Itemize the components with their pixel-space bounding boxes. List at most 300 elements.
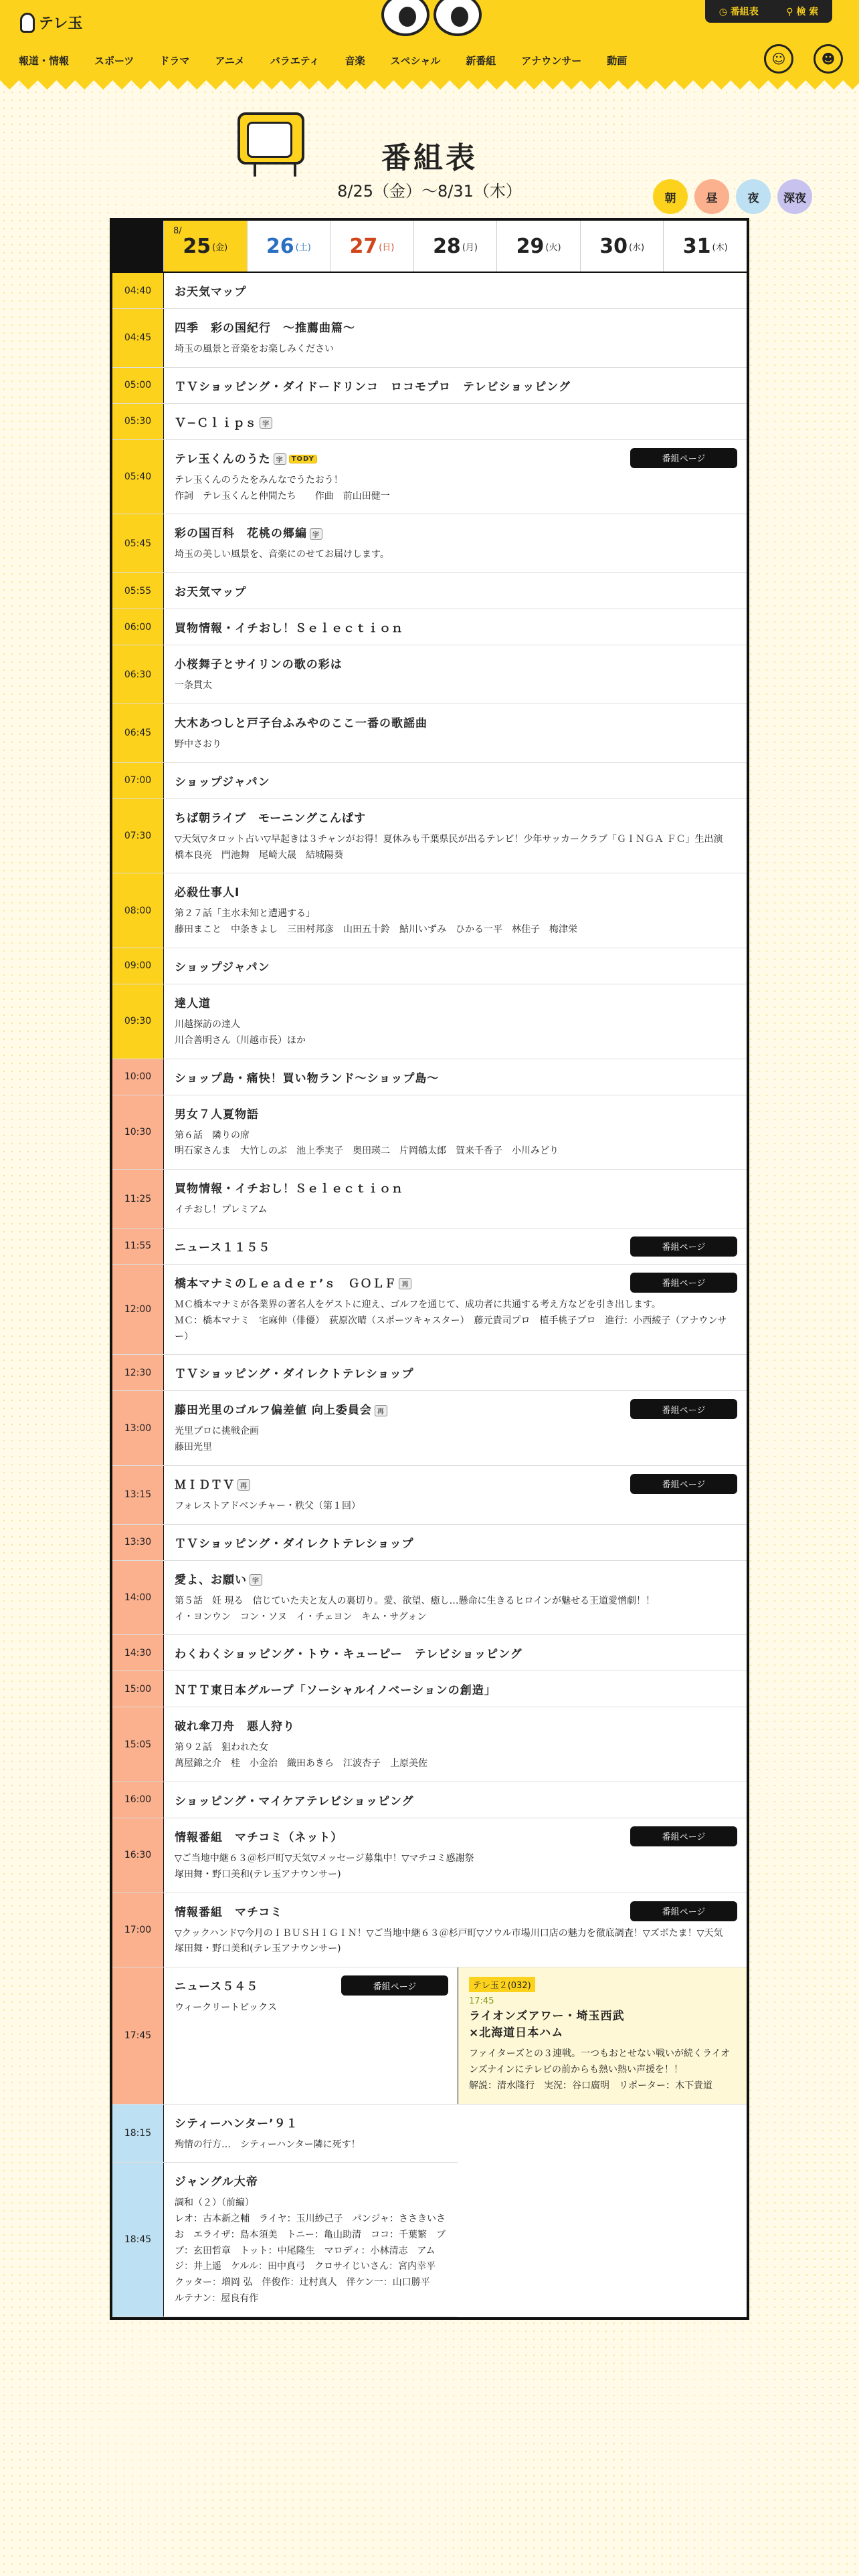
program-desc-line: 明石家さんま 大竹しのぶ 池上季実子 奥田瑛二 片岡鶴太郎 賀来千香子 小川みどり — [175, 1146, 559, 1157]
program-desc — [175, 1499, 736, 1515]
program-title-text: ニュース５４５ — [175, 1980, 259, 1994]
day-tab[interactable] — [496, 221, 580, 272]
program-title-text: Ｖ−Ｃｌｉｐｓ — [175, 416, 258, 430]
program-row — [112, 1228, 747, 1265]
nav-item[interactable]: 新番組 — [466, 55, 496, 67]
nav-item[interactable]: アニメ — [215, 55, 245, 67]
time-cell: 06:00 — [112, 609, 163, 645]
subchannel-cell[interactable] — [458, 1967, 747, 2103]
program-desc — [175, 2000, 447, 2016]
day-month: 8/ — [173, 226, 182, 236]
program-page-button[interactable]: 番組ページ — [630, 1273, 737, 1293]
corner-cell — [112, 221, 163, 272]
program-row — [112, 2163, 458, 2317]
program-tag: 再 — [399, 1278, 411, 1289]
program-page-button[interactable]: 番組ページ — [630, 1237, 737, 1257]
program-desc — [175, 1740, 736, 1772]
nav-item[interactable]: 報道・情報 — [19, 55, 70, 67]
time-cell: 13:15 — [112, 1466, 163, 1524]
program-cell[interactable] — [163, 1635, 747, 1671]
program-row — [112, 948, 747, 984]
schedule-button[interactable]: ◷ 番組表 — [719, 7, 759, 17]
program-cell[interactable] — [163, 368, 747, 403]
day-number: 31 — [682, 234, 711, 258]
program-title-text: ショッピング・マイケアテレビショッピング — [175, 1794, 414, 1808]
program-desc-line: レオ：古本新之輔 ライヤ：玉川紗己子 パンジャ：ささきいさお エライザ：島本須美 トニー：亀山助清 ココ：千葉繁 ブブ：玄田哲章 トット：中尾隆生 マロディ：小林清志 アムジ：井上遥 ケルル：田中真弓 クロサイじいさん：宮内幸平 クッター：増岡 弘 伴俊作：辻村真人 伴ケン一：山口勝平 ルテナン：屋良有作 — [175, 2214, 446, 2304]
program-title[interactable] — [175, 994, 736, 1010]
program-tag: 字 — [250, 1574, 262, 1586]
nav-item[interactable]: 動画 — [607, 55, 628, 67]
program-title-text: わくわくショッピング・トウ・キューピー テレビショッピング — [175, 1648, 522, 1662]
subchannel-desc — [469, 2046, 736, 2094]
program-title[interactable] — [175, 1570, 736, 1587]
right-eye-icon — [434, 0, 482, 36]
program-desc — [175, 906, 736, 938]
program-page-button[interactable]: 番組ページ — [630, 1399, 737, 1419]
program-title-text: 情報番組 マチコミ — [175, 1905, 283, 1919]
program-title[interactable] — [175, 809, 736, 825]
day-of-week: (水) — [628, 242, 645, 253]
program-cell[interactable] — [163, 514, 747, 572]
program-cell[interactable] — [163, 1170, 747, 1228]
program-desc — [175, 1851, 736, 1883]
program-cell[interactable] — [163, 609, 747, 645]
time-cell: 10:00 — [112, 1059, 163, 1095]
title-area — [0, 99, 859, 219]
program-title[interactable] — [175, 2172, 447, 2189]
program-row — [112, 2105, 458, 2163]
program-row — [112, 1893, 747, 1968]
subchannel-title — [469, 2006, 736, 2040]
site-header — [0, 0, 859, 80]
program-cell[interactable] — [163, 573, 747, 609]
time-cell: 09:00 — [112, 948, 163, 984]
program-title[interactable] — [175, 318, 736, 335]
program-desc — [175, 1594, 736, 1626]
program-title-text: 大木あつしと戸子台ふみやのここ一番の歌謡曲 — [175, 716, 427, 730]
date-range: 8/25（金）〜8/31（木） — [337, 182, 522, 201]
program-title[interactable] — [175, 582, 736, 599]
program-cell[interactable] — [163, 1391, 747, 1465]
program-title[interactable] — [175, 1105, 736, 1121]
program-row — [112, 309, 747, 368]
program-title[interactable] — [175, 655, 736, 671]
program-title[interactable] — [175, 619, 736, 635]
program-cell[interactable] — [163, 273, 747, 308]
program-row — [112, 404, 747, 440]
program-title-text: 藤田光里のゴルフ偏差値 向上委員会 — [175, 1404, 372, 1418]
program-title[interactable] — [175, 1792, 736, 1808]
program-title-text: お天気マップ — [175, 286, 247, 299]
program-cell[interactable] — [163, 1782, 747, 1818]
time-cell: 04:40 — [112, 273, 163, 308]
program-title-text: ＴＶショッピング・ダイレクトテレショップ — [175, 1368, 414, 1382]
day-of-week: (日) — [379, 242, 395, 253]
program-page-button[interactable]: 番組ページ — [630, 1474, 737, 1494]
program-row — [112, 1707, 747, 1782]
timeband-button[interactable]: 夜 — [736, 179, 771, 214]
program-row — [112, 1466, 747, 1525]
day-of-week: (火) — [545, 242, 561, 253]
program-row — [112, 1355, 747, 1391]
program-title[interactable] — [175, 1534, 736, 1551]
program-title[interactable] — [175, 883, 736, 899]
time-cell: 18:15 — [112, 2105, 163, 2163]
day-number: 27 — [349, 234, 378, 258]
program-cell[interactable] — [163, 309, 747, 367]
day-of-week: (土) — [295, 242, 311, 253]
time-cell: 05:45 — [112, 514, 163, 572]
subchannel-time: 17:45 — [469, 1996, 494, 2007]
program-row — [112, 1059, 747, 1095]
program-desc-line: 川越探訪の達人 — [175, 1018, 240, 1030]
program-cell[interactable] — [163, 404, 747, 439]
program-cell[interactable] — [163, 2163, 458, 2317]
nav-item[interactable]: アナウンサー — [521, 55, 582, 67]
program-row — [112, 1671, 747, 1707]
program-title[interactable] — [175, 413, 736, 430]
program-row — [112, 984, 747, 1059]
program-row — [112, 1782, 747, 1818]
left-eye-icon — [381, 0, 430, 36]
program-title[interactable] — [175, 1069, 736, 1085]
program-row — [112, 514, 747, 573]
nav-icons — [764, 44, 843, 74]
program-title-text: 達人道 — [175, 996, 211, 1010]
time-cell: 15:05 — [112, 1707, 163, 1782]
mascot-eyes — [381, 0, 482, 36]
program-title-text: テレ玉くんのうた — [175, 452, 271, 466]
program-desc-line: ▽クックハンド▽今月のＩＢＵＳＨＩＧＩＮ！▽ご当地中継６３＠杉戸町▽ソウル市場川口店の魅力を徹底調査！▽ズボたま！▽天気 — [175, 1927, 723, 1939]
program-cell[interactable] — [163, 948, 747, 984]
day-tab[interactable] — [330, 221, 413, 272]
day-of-week: (金) — [212, 242, 228, 253]
program-desc — [175, 1297, 736, 1345]
time-cell: 12:30 — [112, 1355, 163, 1390]
day-tab[interactable] — [663, 221, 747, 272]
program-cell[interactable] — [163, 1818, 747, 1893]
time-cell: 13:30 — [112, 1525, 163, 1560]
program-desc-line: 調和（２）（前編） — [175, 2197, 254, 2209]
subchannel-title-line: ×北海道日本ハム — [469, 2026, 564, 2040]
schedule-label: 番組表 — [730, 7, 759, 17]
search-button[interactable]: ⚲ 検 索 — [786, 7, 819, 17]
program-desc-line: 橋本良亮 門池舞 尾崎大晟 結城陽葵 — [175, 849, 343, 861]
time-cell: 08:00 — [112, 873, 163, 948]
day-tab[interactable] — [580, 221, 664, 272]
program-title[interactable] — [175, 1681, 736, 1697]
nav-item[interactable]: スポーツ — [94, 55, 134, 67]
subchannel-desc-line: ファイターズとの３連戦。一つもおとせない戦いが続くライオンズナインにテレビの前からも熱い熱い声援を！！ — [469, 2048, 731, 2075]
program-desc — [175, 342, 736, 358]
program-cell[interactable] — [163, 1228, 747, 1264]
program-tag: 字 — [274, 453, 286, 465]
page-title: 番組表 — [381, 141, 478, 175]
time-cell: 13:00 — [112, 1391, 163, 1465]
program-desc-line: 塚田舞・野口美和(テレ玉アナウンサー) — [175, 1868, 341, 1880]
program-cell[interactable] — [163, 1355, 747, 1390]
program-page-button[interactable]: 番組ページ — [630, 1826, 737, 1846]
program-title-text: 四季 彩の国紀行 〜推薦曲篇〜 — [175, 322, 355, 335]
day-number: 25 — [183, 234, 211, 258]
program-desc-line: 藤田まこと 中条きよし 三田村邦彦 山田五十鈴 鮎川いずみ ひかる一平 林佳子 梅津栄 — [175, 924, 577, 936]
time-cell: 09:30 — [112, 984, 163, 1059]
program-row — [112, 873, 747, 948]
program-cell[interactable] — [163, 1561, 747, 1635]
program-row — [112, 1818, 747, 1893]
program-row — [112, 1265, 747, 1355]
program-desc — [175, 737, 736, 753]
time-cell: 12:00 — [112, 1265, 163, 1354]
program-title-text: 橋本マナミのＬｅａｄｅｒ’ｓ ＧＯＬＦ — [175, 1277, 397, 1291]
character-icon[interactable]: ☻ — [814, 44, 843, 74]
program-cell[interactable] — [163, 1893, 747, 1967]
program-title-text: ジャングル大帝 — [175, 2175, 258, 2189]
program-title[interactable] — [175, 524, 736, 540]
program-row — [112, 1391, 747, 1466]
program-list — [112, 273, 747, 2317]
day-of-week: (木) — [712, 242, 728, 253]
program-cell[interactable] — [163, 1671, 747, 1707]
program-desc-line: イチおし！プレミアム — [175, 1204, 268, 1216]
program-title[interactable] — [175, 1179, 736, 1196]
time-cell: 05:40 — [112, 440, 163, 514]
day-number: 28 — [433, 234, 461, 258]
time-cell: 11:25 — [112, 1170, 163, 1228]
subchannel-title-line: ライオンズアワー・埼玉西武 — [469, 2010, 625, 2024]
program-cell[interactable] — [163, 440, 747, 514]
program-title[interactable] — [175, 377, 736, 394]
time-cell: 17:45 — [112, 1967, 163, 2103]
program-title-text: ショップジャパン — [175, 960, 270, 974]
program-desc — [175, 2137, 447, 2153]
program-title[interactable] — [175, 772, 736, 789]
time-cell: 07:00 — [112, 763, 163, 798]
time-cell: 10:30 — [112, 1095, 163, 1170]
program-cell[interactable] — [163, 1707, 747, 1782]
site-logo[interactable] — [20, 12, 83, 33]
program-title[interactable] — [175, 714, 736, 730]
day-number: 29 — [516, 234, 545, 258]
program-desc-line: 野中さおり — [175, 738, 221, 750]
program-desc-line: 埼玉の風景と音楽をお楽しみください — [175, 344, 334, 354]
program-desc — [175, 2195, 447, 2307]
program-cell[interactable] — [163, 1265, 747, 1354]
program-desc-line: テレ玉くんのうたをみんなでうたおう！ — [175, 474, 343, 486]
program-desc-line: ウィークリートピックス — [175, 2002, 278, 2014]
program-row — [112, 763, 747, 799]
program-cell[interactable] — [163, 1466, 747, 1524]
day-tab[interactable] — [247, 221, 330, 272]
program-cell[interactable] — [163, 799, 747, 873]
program-cell[interactable] — [163, 984, 747, 1059]
header-zigzag — [0, 80, 859, 99]
top-buttons — [705, 0, 832, 23]
program-desc — [175, 473, 736, 505]
time-cell: 16:00 — [112, 1782, 163, 1818]
time-cell: 17:00 — [112, 1893, 163, 1967]
program-desc-line: 第９２話 狙われた女 — [175, 1742, 268, 1753]
time-cell: 06:30 — [112, 645, 163, 704]
program-desc — [175, 832, 736, 864]
program-desc-line: 殉情の行方… シティーハンター隣に死す！ — [175, 2139, 361, 2150]
program-desc-line: 第２７話「主水未知と遭遇する」 — [175, 908, 315, 920]
program-title-text: 男女７人夏物語 — [175, 1107, 259, 1121]
program-cell[interactable] — [163, 1059, 747, 1095]
program-title-text: 彩の国百科 花桃の郷編 — [175, 527, 307, 541]
program-title-text: 情報番組 マチコミ（ネット） — [175, 1830, 343, 1844]
time-cell: 18:45 — [112, 2163, 163, 2317]
program-title-text: ＴＶショッピング・ダイレクトテレショップ — [175, 1537, 414, 1551]
program-desc-line: フォレストアドベンチャー・秩父（第１回） — [175, 1500, 361, 1511]
time-cell: 04:45 — [112, 309, 163, 367]
day-number: 26 — [266, 234, 294, 258]
program-desc — [175, 547, 736, 563]
program-tag: 字 — [310, 528, 322, 540]
time-cell: 07:30 — [112, 799, 163, 873]
program-title-text: ショップ島・痛快！買い物ランド〜ショップ島〜 — [175, 1071, 440, 1085]
program-desc-line: 作詞 テレ玉くんと仲間たち 作曲 前山田健一 — [175, 490, 390, 502]
program-desc-line: 光里プロに挑戦企画 — [175, 1426, 259, 1437]
program-title[interactable] — [175, 1717, 736, 1733]
program-row — [112, 368, 747, 404]
program-title-text: 小桜舞子とサイリンの歌の彩は — [175, 658, 343, 672]
nav-item[interactable]: 音楽 — [345, 55, 365, 67]
program-title-text: 買物情報・イチおし！Ｓｅｌｅｃｔｉｏｎ — [175, 1182, 403, 1196]
time-cell: 15:00 — [112, 1671, 163, 1707]
program-desc — [175, 678, 736, 694]
program-title-text: ＮＴＴ東日本グループ「ソーシャルイノベーションの創造」 — [175, 1684, 496, 1698]
program-desc-line: 塚田舞・野口美和(テレ玉アナウンサー) — [175, 1943, 341, 1955]
nav-item[interactable]: ドラマ — [159, 55, 190, 67]
program-page-button[interactable]: 番組ページ — [630, 1901, 737, 1921]
day-tab[interactable] — [413, 221, 497, 272]
program-title[interactable] — [175, 282, 736, 299]
program-cell[interactable] — [163, 645, 747, 704]
program-desc-line: ＭＣ：橋本マナミ 宅麻伸（俳優） 荻原次晴（スポーツキャスター） 藤元貴司プロ 植手桃子プロ 進行：小西綾子（アナウンサー） — [175, 1315, 727, 1342]
program-title[interactable] — [175, 2114, 447, 2131]
time-cell: 05:00 — [112, 368, 163, 403]
subchannel-desc-line: 解説：清水隆行 実況：谷口廣明 リポーター：木下貴道 — [469, 2080, 712, 2091]
program-row — [112, 440, 747, 515]
program-row — [112, 1635, 747, 1671]
day-of-week: (月) — [462, 242, 478, 253]
program-title-text: ＭＩＤＴＶ — [175, 1478, 235, 1492]
program-page-button[interactable]: 番組ページ — [630, 448, 737, 468]
program-desc-line: 埼玉の美しい風景を、音楽にのせてお届けします。 — [175, 549, 389, 560]
program-desc — [175, 1424, 736, 1456]
program-cell[interactable] — [163, 1967, 458, 2103]
program-desc — [175, 1128, 736, 1160]
program-cell[interactable] — [163, 763, 747, 798]
program-desc-line: ▽ご当地中継６３＠杉戸町▽天気▽メッセージ募集中！▽マチコミ感謝祭 — [175, 1852, 474, 1864]
time-cell: 16:30 — [112, 1818, 163, 1893]
program-row — [112, 1170, 747, 1228]
program-title-text: ＴＶショッピング・ダイドードリンコ ロコモプロ テレビショッピング — [175, 380, 571, 394]
mascot-icon[interactable]: ☺ — [764, 44, 793, 74]
program-tag: 再 — [375, 1405, 387, 1416]
program-title[interactable] — [175, 1364, 736, 1381]
program-title-text: 破れ傘刀舟 悪人狩り — [175, 1720, 295, 1734]
program-desc — [175, 1926, 736, 1958]
logo-text: テレ玉 — [39, 15, 83, 32]
program-row — [112, 609, 747, 645]
program-row — [112, 704, 747, 763]
program-row — [112, 1561, 747, 1636]
program-row — [112, 645, 747, 704]
program-desc-line: 一条貫太 — [175, 680, 212, 691]
program-cell[interactable] — [163, 1525, 747, 1560]
program-desc-line: 川合善明さん（川越市長）ほか — [175, 1035, 306, 1046]
day-tab[interactable] — [163, 221, 247, 272]
global-nav — [19, 53, 652, 68]
program-title-text: 買物情報・イチおし！Ｓｅｌｅｃｔｉｏｎ — [175, 622, 403, 636]
logo-bulb-icon — [20, 13, 35, 33]
program-row — [112, 273, 747, 309]
program-row — [112, 573, 747, 609]
program-desc-line: 第５話 妊 現る 信じていた夫と友人の裏切り。愛、欲望、癒し…懸命に生きるヒロインが魅せる王道愛憎劇！！ — [175, 1595, 656, 1606]
program-cell[interactable] — [163, 1095, 747, 1170]
time-cell: 14:00 — [112, 1561, 163, 1635]
program-title-text: シティーハンター’９１ — [175, 2117, 298, 2131]
program-cell[interactable] — [163, 704, 747, 762]
time-cell: 05:55 — [112, 573, 163, 609]
schedule-table — [110, 218, 749, 2320]
day-tabs — [112, 221, 747, 273]
program-title-text: お天気マップ — [175, 586, 247, 600]
day-number: 30 — [599, 234, 628, 258]
timeband-button[interactable]: 朝 — [653, 179, 688, 214]
program-title-text: 愛よ、お願い — [175, 1573, 247, 1587]
program-desc-line: ▽天気▽タロット占い▽早起きは３チャンがお得！夏休みも千葉県民が出るテレビ！少年サッカークラブ「ＧＩＮＧＡ ＦＣ」生出演 — [175, 833, 723, 845]
program-cell[interactable] — [163, 873, 747, 948]
program-row-split — [112, 1967, 747, 2104]
timeband-buttons — [653, 179, 812, 214]
nav-item[interactable]: スペシャル — [390, 55, 441, 67]
program-tag: 再 — [237, 1479, 250, 1491]
time-cell: 11:55 — [112, 1228, 163, 1264]
program-row — [112, 799, 747, 874]
time-cell: 14:30 — [112, 1635, 163, 1671]
time-cell: 06:45 — [112, 704, 163, 762]
subchannel-label: テレ玉２(032) — [469, 1977, 535, 1992]
timeband-button[interactable]: 昼 — [694, 179, 729, 214]
search-label: 検 索 — [796, 7, 819, 17]
program-desc — [175, 1017, 736, 1049]
program-title[interactable] — [175, 958, 736, 974]
nav-item[interactable]: バラエティ — [270, 55, 320, 67]
program-tag: 字 — [260, 417, 272, 429]
program-row — [112, 1525, 747, 1561]
program-title-text: ニュース１１５５ — [175, 1241, 271, 1255]
program-desc-line: イ・ヨンウン コン・ソヌ イ・チェヨン キム・サグォン — [175, 1611, 427, 1622]
program-title-text: ちば朝ライブ モーニングこんぱす — [175, 811, 366, 825]
program-tag: TODY — [289, 455, 317, 463]
program-desc-line: ＭＣ橋本マナミが各業界の著名人をゲストに迎え、ゴルフを通じて、成功者に共通する考え方などを引き出します。 — [175, 1299, 661, 1310]
program-title[interactable] — [175, 1644, 736, 1661]
program-desc-line: 藤田光里 — [175, 1442, 212, 1453]
program-desc-line: 萬屋錦之介 桂 小金治 織田あきら 江波杏子 上原美佐 — [175, 1758, 427, 1769]
program-desc-line: 第６話 隣りの席 — [175, 1130, 250, 1141]
time-cell: 05:30 — [112, 404, 163, 439]
program-title-text: ショップジャパン — [175, 775, 270, 789]
program-page-button[interactable]: 番組ページ — [341, 1975, 448, 1996]
program-cell[interactable] — [163, 2105, 458, 2163]
program-desc — [175, 1202, 736, 1218]
timeband-button[interactable]: 深夜 — [777, 179, 812, 214]
program-row — [112, 1095, 747, 1170]
program-title-text: 必殺仕事人Ⅰ — [175, 886, 240, 900]
